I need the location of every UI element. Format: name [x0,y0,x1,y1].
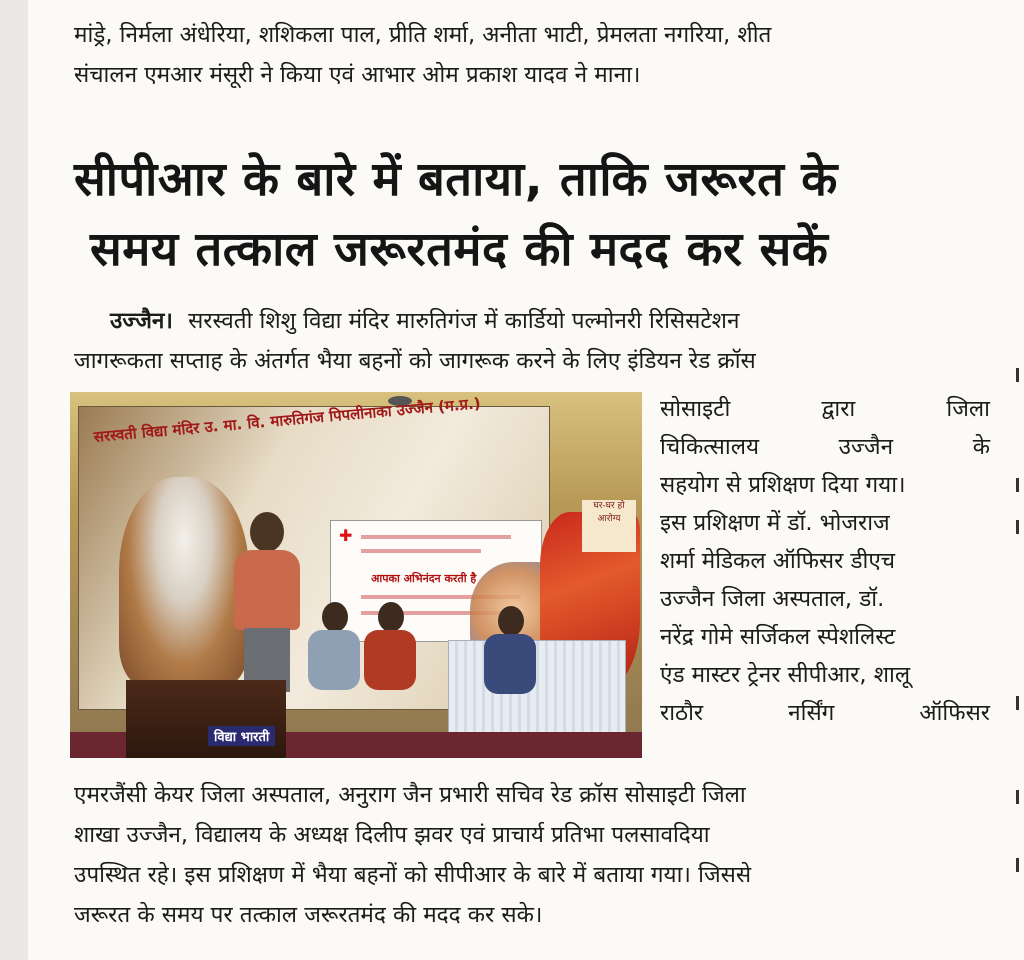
side-line-4: इस प्रशिक्षण में डॉ. भोजराज [660,510,890,536]
side-line-8: एंड मास्टर ट्रेनर सीपीआर, शालू [660,662,911,688]
prev-article-line-1: मांड्रे, निर्मला अंधेरिया, शशिकला पाल, प्रीति शर्मा, अनीता भाटी, प्रेमलता नगरिया, शीत [74,22,772,48]
board-welcome-text: आपका अभिनंदन करती है [371,572,477,585]
side-line-2: चिकित्सालय उज्जैन के [660,434,990,460]
side-line-3: सहयोग से प्रशिक्षण दिया गया। [660,472,906,498]
sage-painting [119,477,249,687]
board-text-line [361,535,511,539]
podium [126,680,286,758]
red-cross-icon: ✚ [339,526,353,545]
bottom-line-4: जरूरत के समय पर तत्काल जरूरतमंद की मदद कर सके। [74,902,543,928]
side-line-1: सोसाइटी द्वारा जिला [660,396,990,422]
side-line-7: नरेंद्र गोमे सर्जिकल स्पेशलिस्ट [660,624,896,650]
adjacent-column-edge [1012,0,1024,960]
vidya-bharati-logo: विद्या भारती [208,726,275,746]
body-line-1 [74,304,992,338]
seated-guest [480,606,540,696]
seated-guest [304,602,364,692]
side-line-9: राठौर नर्सिंग ऑफिसर [660,700,990,726]
headline-line-2: समय तत्काल जरूरतमंद की मदद कर सकें [90,222,829,277]
seated-guest [360,602,420,692]
bottom-line-3: उपस्थित रहे। इस प्रशिक्षण में भैया बहनों को सीपीआर के बारे में बताया गया। जिससे [74,862,752,888]
side-sign: घर-घर हो आरोग्य [582,500,636,552]
speaker-figure [232,512,302,692]
bottom-line-1: एमरजैंसी केयर जिला अस्पताल, अनुराग जैन प्रभारी सचिव रेड क्रॉस सोसाइटी जिला [74,782,746,808]
headline-line-1: सीपीआर के बारे में बताया, ताकि जरूरत के [74,152,838,207]
bottom-line-2: शाखा उज्जैन, विद्यालय के अध्यक्ष दिलीप झवर एवं प्राचार्य प्रतिभा पलसावदिया [74,822,710,848]
prev-article-line-2: संचालन एमआर मंसूरी ने किया एवं आभार ओम प्रकाश यादव ने माना। [74,62,641,88]
board-text-line [361,549,481,553]
side-line-6: उज्जैन जिला अस्पताल, डॉ. [660,586,885,612]
body-line-2: जागरूकता सप्ताह के अंतर्गत भैया बहनों को जागरूक करने के लिए इंडियन रेड क्रॉस [74,348,756,374]
body-line-1-text: सरस्वती शिशु विद्या मंदिर मारुतिगंज में कार्डियो पल्मोनरी रिसिसटेशन [188,308,740,334]
dateline: उज्जैन। [110,308,173,334]
event-photo [70,392,642,758]
side-line-5: शर्मा मेडिकल ऑफिसर डीएच [660,548,896,574]
banner-title: सरस्वती विद्या मंदिर उ. मा. वि. मारुतिगंज पिपलीनाका उज्जैन (म.प्र.) [93,394,482,446]
